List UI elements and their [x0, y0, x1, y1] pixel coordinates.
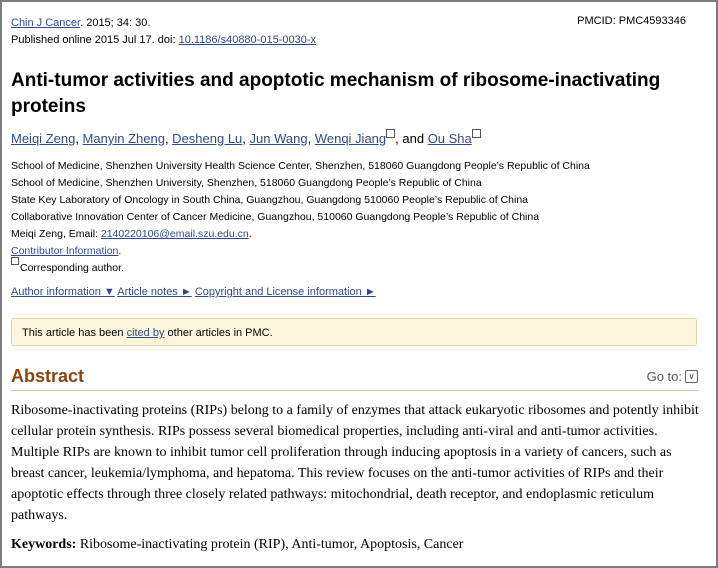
keywords	[11, 537, 463, 553]
published-date: Published online 2015 Jul 17. doi:	[11, 34, 179, 46]
author-link[interactable]: Desheng Lu	[172, 131, 243, 146]
authors-and: and	[398, 131, 428, 146]
goto-menu[interactable]	[647, 369, 698, 384]
abstract-text: Ribosome-inactivating proteins (RIPs) belong to a family of enzymes that attack eukaryotic ribosomes and potently inhibit cellular protein synthesis. RIPs possess several biomedical properties, including anti-viral and anti-tumor activities. Multiple RIPs are known to inhibit tumor cell proliferation through inducing apoptosis in a variety of cancers, such as breast cancer, leukemia/lymphoma, and hepatoma. This review focuses on the anti-tumor activities of RIPs and their apoptotic effects through three closely related pathways: mitochondrial, death receptor, and endoplasmic reticulum pathways.	[11, 403, 699, 523]
author-list: Meiqi Zeng, Manyin Zheng, Desheng Lu, Jun Wang, Wenqi Jiang , and Ou Sha	[11, 131, 481, 146]
cited-by-link[interactable]: cited by	[126, 327, 165, 339]
abstract-heading: Abstract	[11, 366, 85, 386]
article-subnav	[11, 286, 376, 298]
author-information-toggle[interactable]: Author information ▼	[11, 286, 115, 298]
author-link[interactable]: Manyin Zheng	[82, 131, 165, 146]
doi-link[interactable]: 10.1186/s40880-015-0030-x	[178, 34, 316, 46]
article-notes-toggle[interactable]: Article notes ►	[117, 286, 192, 298]
pmcid: PMCID: PMC4593346	[577, 15, 686, 27]
corresponding-author-icon[interactable]	[386, 129, 395, 138]
contributor-info-link[interactable]: Contributor Information	[11, 245, 119, 257]
author-link[interactable]: Jun Wang	[249, 131, 308, 146]
email-label: Meiqi Zeng, Email:	[11, 228, 101, 240]
cited-by-box	[11, 318, 697, 346]
citation-issue: . 2015; 34: 30.	[80, 17, 151, 29]
cited-by-suffix: other articles in PMC.	[164, 327, 273, 339]
chevron-down-icon[interactable]: ∨	[685, 370, 698, 383]
copyright-license-toggle[interactable]: Copyright and License information ►	[194, 286, 376, 298]
journal-link[interactable]: Chin J Cancer	[11, 17, 81, 29]
keywords-list: Ribosome-inactivating protein (RIP), Anti-tumor, Apoptosis, Cancer	[79, 537, 464, 552]
author-link[interactable]: Wenqi Jiang	[314, 131, 387, 146]
affiliation: School of Medicine, Shenzhen University Health Science Center, Shenzhen, 518060 Guangdong People’s Republic of China	[11, 160, 590, 172]
corresponding-author-icon[interactable]	[472, 129, 481, 138]
email-link[interactable]: 2140220106@email.szu.edu.cn	[100, 228, 249, 240]
section-divider	[11, 390, 699, 391]
affiliation: State Key Laboratory of Oncology in South China, Guangzhou, Guangdong 510060 People’s Republic of China	[11, 194, 528, 206]
cited-by-prefix: This article has been	[22, 327, 127, 339]
corresponding-note: Corresponding author.	[20, 262, 124, 274]
citation-block	[11, 15, 316, 49]
article-title: Anti-tumor activities and apoptotic mechanism of ribosome-inactivating proteins	[11, 70, 661, 117]
author-link[interactable]: Ou Sha	[427, 131, 472, 146]
corresponding-author-icon	[11, 257, 19, 265]
affiliation: School of Medicine, Shenzhen University, Shenzhen, 518060 Guangdong People’s Republic of China	[11, 177, 482, 189]
goto-label[interactable]: Go to:	[646, 369, 682, 384]
keywords-label: Keywords:	[11, 537, 77, 552]
affiliations: School of Medicine, Shenzhen University Health Science Center, Shenzhen, 518060 Guangdong People’s Republic of China School of Medicine, Shenzhen University, Shenzhen, 518060 Guangdong People’s Republic of China State Key Laboratory of Oncology in South China, Guangzhou, Guangdong 510060 People’s Republic of China Collaborative Innovation Center of Cancer Medicine, Guangzhou, 510060 Guangdong People’s Republic of China Meiqi Zeng, Email: 2140220106@email.szu.edu.cn. Contributor Information. Corresponding author.	[11, 160, 590, 274]
author-link[interactable]: Meiqi Zeng	[11, 131, 76, 146]
affiliation: Collaborative Innovation Center of Cancer Medicine, Guangzhou, 510060 Guangdong People’s Republic of China	[11, 211, 540, 223]
